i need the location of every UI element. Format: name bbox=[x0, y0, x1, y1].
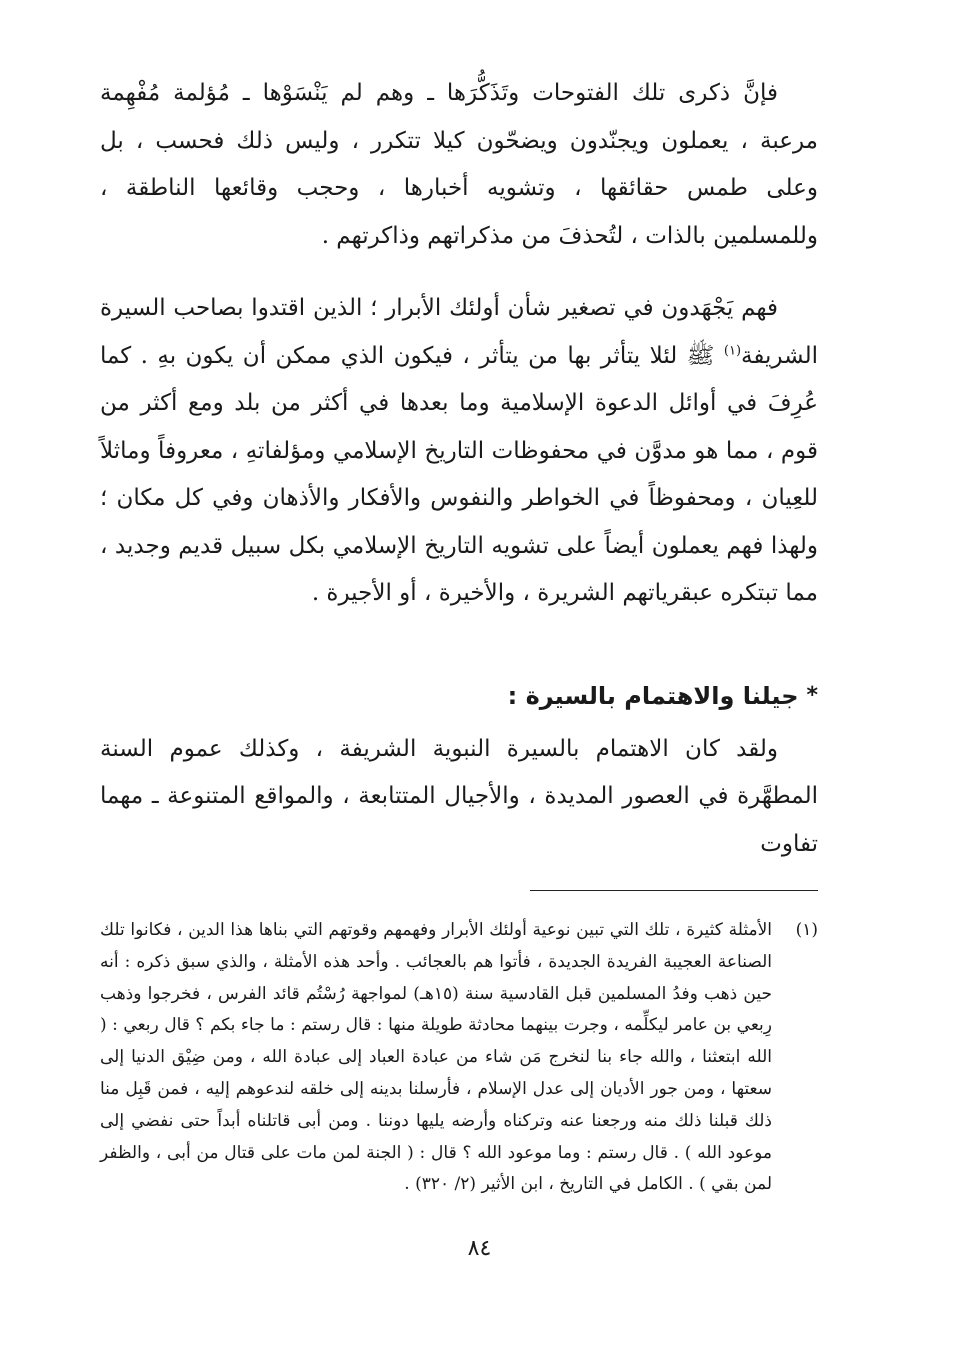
paragraph-2-before-note: فهم يَجْهَدون في تصغير شأن أولئك الأبرار ؛ الذين اقتدوا بصاحب السيرة الشريفة bbox=[100, 295, 818, 369]
footnote-separator bbox=[530, 890, 818, 891]
paragraph-2 bbox=[100, 285, 818, 618]
footnote-1 bbox=[100, 915, 818, 1201]
heading-star-bullet: * bbox=[806, 682, 818, 708]
page-number: ٨٤ bbox=[467, 1236, 492, 1261]
paragraph-1: فإنَّ ذكرى تلك الفتوحات وتَذَكُّرَها ـ وهم لم يَنْسَوْها ـ مُؤلمة مُفْهِمة مرعبة ، يعملون ويجنّدون ويضحّون كيلا تتكرر ، وليس ذلك فحسب ، بل وعلى طمس حقائقها ، وتشويه أخبارها ، وحجب وقائعها الناطقة ، وللمسلمين بالذات ، لتُحذفَ من مذكراتهم وذاكرتهم . bbox=[100, 80, 818, 249]
paragraph-3: ولقد كان الاهتمام بالسيرة النبوية الشريفة ، وكذلك عموم السنة المطهَّرة في العصور المديدة ، والأجيال المتتابعة ، والمواقع المتنوعة ـ مهما تفاوت bbox=[100, 735, 818, 857]
section-heading bbox=[100, 676, 818, 716]
book-page bbox=[100, 70, 818, 1330]
footnote-marker[interactable]: (١) bbox=[723, 342, 742, 358]
paragraph-2-after-note: ﷺ لئلا يتأثر بها من يتأثر ، فيكون الذي ممكن أن يكون بهِ . كما عُرِفَ في أوائل الدعوة الإسلامية وما بعدها في أكثر من بلد ومع أكثر من قوم ، مما هو مدوَّن في محفوظات التاريخ الإسلامي ومؤلفاتهِ ، معروفاً وماثلاً للعِيان ، ومحفوظاً في الخواطر والنفوس والأفكار والأذهان وفي كل مكان ؛ ولهذا فهم يعملون أيضاً على تشويه التاريخ الإسلامي بكل سبيل قديم وجديد ، مما تبتكره عبقرياتهم الشريرة ، والأخيرة ، أو الأجيرة . bbox=[100, 342, 818, 606]
section-heading-text: جيلنا والاهتمام بالسيرة : bbox=[507, 681, 799, 710]
footnote-number: (١) bbox=[795, 920, 818, 940]
footnote-text: الأمثلة كثيرة ، تلك التي تبين نوعية أولئك الأبرار وفهمهم وقوتهم التي بناها هذا الدين ، فكانوا تلك الصناعة العجيبة الفريدة الجديدة ، فأتوا هم بالعجائب . وأحد هذه الأمثلة ، والذي سبق ذكره : أنه حين ذهب وفدُ المسلمين قبل القادسية سنة (١٥هـ) لمواجهة رُسْتُم قائد الفرس ، فخرجوا وذهب رِبعي بن عامر ليكلِّمه ، وجرت بينهما محادثة طويلة منها : قال رستم : ما جاء بكم ؟ قال ربعي : ( الله ابتعثنا ، والله جاء بنا لنخرج مَن شاء من عبادة العباد إلى عبادة الله ، ومن ضِيْق الدنيا إلى سعتها ، ومن جور الأديان إلى عدل الإسلام ، فأرسلنا بدينه إلى خلقه لندعوهم إليه ، فمن قَبِل منا ذلك قبلنا ذلك منه ورجعنا عنه وتركناه وأرضه يليها دوننا . ومن أبى قاتلناه أبداً حتى نفضي إلى موعود الله ) . قال رستم : وما موعود الله ؟ قال : ( الجنة لمن مات على قتال من أبى ، والظفر لمن بقي ) . الكامل في التاريخ ، ابن الأثير (٢/ ٣٢٠) . bbox=[100, 920, 772, 1195]
